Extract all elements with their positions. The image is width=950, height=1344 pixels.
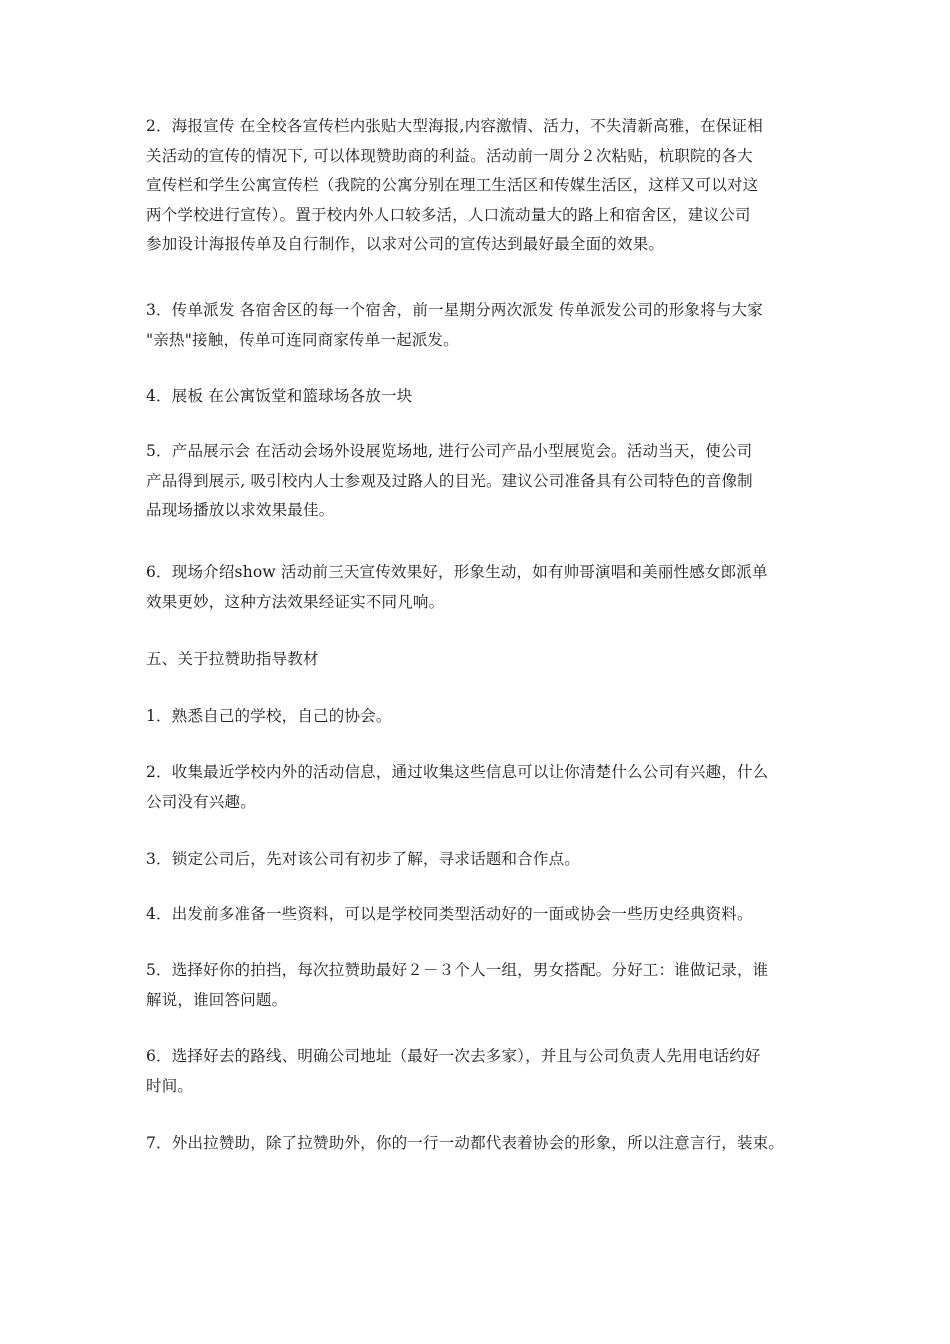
text-line: 效果更妙，这种方法效果经证实不同凡响。 bbox=[146, 592, 445, 611]
list-item bbox=[146, 702, 826, 732]
text-line: 五、关于拉赞助指导教材 bbox=[146, 650, 319, 668]
list-item bbox=[146, 758, 826, 817]
text-line: 两个学校进行宣传）。置于校内外人口较多活，人口流动量大的路上和宿舍区，建议公司 bbox=[146, 205, 751, 224]
text-line: 产品得到展示, 吸引校内人士参观及过路人的目光。建议公司准备具有公司特色的音像制 bbox=[146, 471, 753, 490]
text-line: 2．收集最近学校内外的活动信息，通过收集这些信息可以让你清楚什么公司有兴趣，什么 bbox=[146, 763, 769, 781]
text-line: 3．锁定公司后，先对该公司有初步了解，寻求话题和合作点。 bbox=[146, 850, 580, 868]
section-heading bbox=[146, 645, 826, 675]
text-line: 6．选择好去的路线、明确公司地址（最好一次去多家），并且与公司负责人先用电话约好 bbox=[146, 1047, 761, 1065]
text-line: 2．海报宣传 在全校各宣传栏内张贴大型海报,内容激情、活力，不失清新高雅，在保证相 bbox=[146, 117, 763, 135]
text-line: 7．外出拉赞助，除了拉赞助外，你的一行一动都代表着协会的形象，所以注意言行，装束。 bbox=[146, 1134, 785, 1152]
text-line: 公司没有兴趣。 bbox=[146, 792, 256, 811]
text-line: 4．展板 在公寓饭堂和篮球场各放一块 bbox=[146, 387, 413, 405]
text-line: 关活动的宣传的情况下, 可以体现赞助商的利益。活动前一周分２次粘贴，杭职院的各大 bbox=[146, 146, 753, 165]
paragraph-live-show bbox=[146, 558, 826, 617]
list-item bbox=[146, 956, 826, 1015]
text-line: 参加设计海报传单及自行制作，以求对公司的宣传达到最好最全面的效果。 bbox=[146, 235, 665, 253]
text-line: 时间。 bbox=[146, 1076, 194, 1095]
text-line: 3．传单派发 各宿舍区的每一个宿舍，前一星期分两次派发 传单派发公司的形象将与大家 bbox=[146, 301, 763, 319]
paragraph-flyer-distribution bbox=[146, 296, 826, 355]
text-line: 宣传栏和学生公寓宣传栏（我院的公寓分别在理工生活区和传媒生活区，这样又可以对这 bbox=[146, 176, 759, 194]
text-line: 品现场播放以求效果最佳。 bbox=[146, 501, 335, 519]
paragraph-display-board bbox=[146, 382, 826, 412]
text-line: 6．现场介绍show 活动前三天宣传效果好，形象生动，如有帅哥演唱和美丽性感女郎派单 bbox=[146, 563, 768, 581]
paragraph-poster-promotion bbox=[146, 112, 826, 260]
text-line: 5．选择好你的拍挡，每次拉赞助最好２－３个人一组，男女搭配。分好工：谁做记录，谁 bbox=[146, 961, 769, 979]
paragraph-product-exhibition bbox=[146, 437, 826, 526]
text-line: 解说，谁回答问题。 bbox=[146, 990, 288, 1009]
text-line: 4．出发前多准备一些资料，可以是学校同类型活动好的一面或协会一些历史经典资料。 bbox=[146, 905, 753, 923]
text-line: 5．产品展示会 在活动会场外设展览场地, 进行公司产品小型展览会。活动当天，使公司 bbox=[146, 442, 753, 460]
list-item bbox=[146, 1129, 826, 1159]
list-item bbox=[146, 1042, 826, 1101]
list-item bbox=[146, 900, 826, 930]
text-line: 1．熟悉自己的学校，自己的协会。 bbox=[146, 707, 392, 725]
text-line: "亲热"接触，传单可连同商家传单一起派发。 bbox=[146, 330, 459, 349]
list-item bbox=[146, 845, 826, 875]
